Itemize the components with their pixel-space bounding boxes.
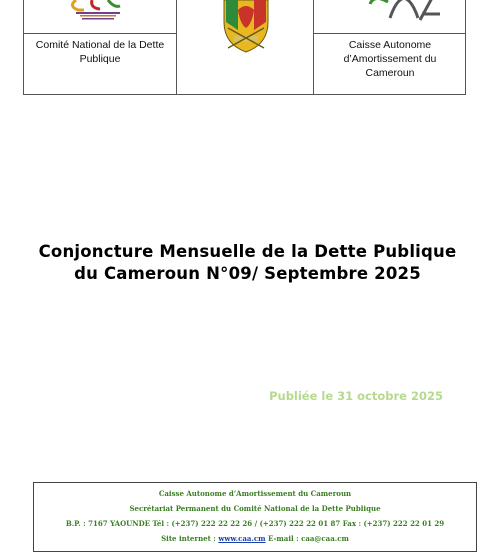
caa-logo-icon <box>360 0 450 26</box>
header-left-cell <box>24 0 177 94</box>
cnd-logo-icon <box>64 0 134 22</box>
footer-contact: B.P. : 7167 YAOUNDE Tél : (+237) 222 22 22 26 / (+237) 222 22 01 87 Fax : (+237) 222 22 01 29 <box>65 519 445 528</box>
footer-box <box>33 482 477 552</box>
cameroon-coat-of-arms-icon <box>212 0 280 56</box>
document-title <box>20 241 475 285</box>
header-divider <box>24 33 176 34</box>
site-label: Site internet : <box>161 534 219 543</box>
header-right-cell <box>314 0 466 94</box>
header-center-cell <box>177 0 314 94</box>
header-table <box>23 0 466 95</box>
title-line-1: Conjoncture Mensuelle de la Dette Publique <box>38 242 457 261</box>
title-line-2: du Cameroun N°09/ Septembre 2025 <box>74 264 421 283</box>
email-text: E-mail : caa@caa.cm <box>265 534 349 543</box>
footer-web <box>34 531 476 546</box>
header-divider <box>314 33 466 34</box>
cnd-caption: Comité National de la Dette Publique <box>35 39 165 65</box>
footer-secretariat: Secrétariat Permanent du Comité National de la Dette Publique <box>129 504 381 513</box>
caa-caption: Caisse Autonome d’Amortissement du Cameroun <box>343 39 437 79</box>
site-link[interactable]: www.caa.cm <box>218 534 266 543</box>
footer-org: Caisse Autonome d’Amortissement du Cameroun <box>158 489 352 498</box>
publication-date: Publiée le 31 octobre 2025 <box>269 389 443 403</box>
